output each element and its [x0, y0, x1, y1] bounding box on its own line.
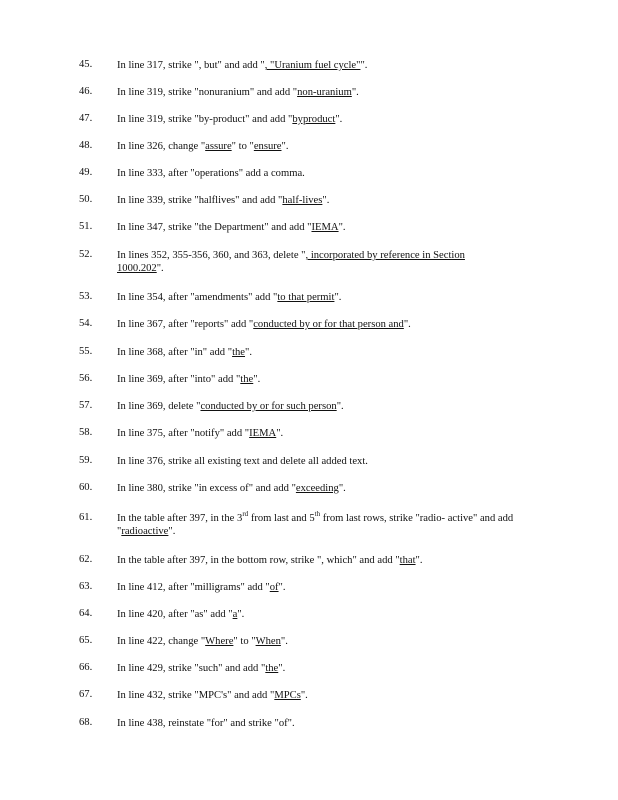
text-segment: In line 367, after "reports" add ": [117, 319, 254, 330]
inserted-text: ensure: [253, 141, 282, 152]
text-segment: In line 438, reinstate "for" and strike "of".: [117, 718, 295, 729]
text-segment: ".: [281, 141, 289, 152]
item-number: 67.: [79, 689, 93, 700]
text-segment: from last rows, strike "radio- active" and add ": [117, 513, 514, 537]
item-number: 55.: [79, 346, 93, 357]
inserted-text: the: [240, 374, 254, 385]
item-number: 64.: [79, 608, 93, 619]
inserted-text: of: [269, 582, 279, 593]
inserted-text: , "Uranium fuel cycle": [264, 60, 361, 71]
item-text: [117, 194, 537, 207]
text-segment: ".: [322, 195, 330, 206]
text-segment: ".: [403, 319, 411, 330]
item-text: [117, 373, 537, 386]
text-segment: ".: [415, 555, 423, 566]
text-segment: " to ": [233, 636, 256, 647]
item-number: 65.: [79, 635, 93, 646]
text-segment: ".: [300, 690, 308, 701]
text-segment: ".: [168, 526, 176, 537]
inserted-text: a: [232, 609, 238, 620]
inserted-text: the: [265, 663, 279, 674]
text-segment: ".: [237, 609, 245, 620]
item-number: 68.: [79, 717, 93, 728]
inserted-text: assure: [205, 141, 232, 152]
text-segment: In line 412, after "milligrams" add ": [117, 582, 270, 593]
item-text: [117, 455, 537, 468]
inserted-text: non-uranium: [297, 87, 352, 98]
item-number: 63.: [79, 581, 93, 592]
text-segment: ".: [338, 222, 346, 233]
text-segment: In line 380, strike "in excess of" and add ": [117, 483, 296, 494]
item-text: [117, 554, 537, 567]
inserted-text: conducted by or for such person: [200, 401, 337, 412]
text-segment: from last and 5: [248, 513, 315, 524]
inserted-text: that: [399, 555, 416, 566]
item-number: 50.: [79, 194, 93, 205]
text-segment: ".: [276, 428, 284, 439]
item-number: 53.: [79, 291, 93, 302]
text-segment: In line 347, strike "the Department" and add ": [117, 222, 312, 233]
inserted-text: IEMA: [249, 428, 277, 439]
ordinal-suffix: rd: [242, 510, 249, 518]
inserted-text: Where: [205, 636, 234, 647]
item-text: [117, 662, 537, 675]
item-number: 47.: [79, 113, 93, 124]
item-number: 57.: [79, 400, 93, 411]
text-segment: In line 375, after "notify" add ": [117, 428, 250, 439]
text-segment: ".: [338, 483, 346, 494]
text-segment: In line 432, strike "MPC's" and add ": [117, 690, 275, 701]
text-segment: ".: [335, 114, 343, 125]
item-number: 66.: [79, 662, 93, 673]
inserted-text: byproduct: [292, 114, 336, 125]
text-segment: In line 368, after "in" add ": [117, 347, 233, 358]
text-segment: In the table after 397, in the bottom row, strike ", which" and add ": [117, 555, 400, 566]
item-number: 45.: [79, 59, 93, 70]
item-number: 52.: [79, 249, 93, 260]
item-text: [117, 113, 537, 126]
item-number: 62.: [79, 554, 93, 565]
text-segment: In line 422, change ": [117, 636, 206, 647]
item-number: 48.: [79, 140, 93, 151]
text-segment: In line 317, strike ", but" and add ": [117, 60, 265, 71]
item-number: 60.: [79, 482, 93, 493]
text-segment: ".: [351, 87, 359, 98]
inserted-text: conducted by or for that person and: [253, 319, 404, 330]
item-number: 49.: [79, 167, 93, 178]
text-segment: In line 326, change ": [117, 141, 206, 152]
item-text: [117, 512, 537, 538]
text-segment: In line 429, strike "such" and add ": [117, 663, 266, 674]
text-segment: ".: [336, 401, 344, 412]
item-number: 61.: [79, 512, 93, 523]
item-text: [117, 581, 537, 594]
text-segment: ".: [253, 374, 261, 385]
item-text: [117, 717, 537, 730]
text-segment: In line 319, strike "nonuranium" and add ": [117, 87, 298, 98]
text-segment: ".: [280, 636, 288, 647]
text-segment: ".: [245, 347, 252, 358]
text-segment: In line 354, after "amendments" add ": [117, 292, 278, 303]
item-text: [117, 400, 537, 413]
text-segment: In the table after 397, in the 3: [117, 513, 243, 524]
text-segment: In line 333, after "operations" add a comma.: [117, 168, 305, 179]
inserted-text: , incorporated by reference in Section 1000.202: [117, 250, 465, 274]
item-number: 58.: [79, 427, 93, 438]
item-text: [117, 167, 537, 180]
text-segment: In line 339, strike "halflives" and add ": [117, 195, 283, 206]
item-text: [117, 140, 537, 153]
inserted-text: MPCs: [274, 690, 301, 701]
item-text: [117, 635, 537, 648]
item-text: [117, 608, 537, 621]
text-segment: ".: [334, 292, 342, 303]
ordinal-suffix: th: [314, 510, 321, 518]
text-segment: ".: [360, 60, 368, 71]
inserted-text: half-lives: [282, 195, 323, 206]
text-segment: " to ": [231, 141, 254, 152]
item-text: [117, 689, 537, 702]
item-number: 46.: [79, 86, 93, 97]
item-text: [117, 249, 502, 275]
item-text: [117, 318, 537, 331]
inserted-text: When: [255, 636, 281, 647]
inserted-text: exceeding: [295, 483, 339, 494]
inserted-text: IEMA: [311, 222, 339, 233]
item-number: 51.: [79, 221, 93, 232]
item-text: [117, 86, 537, 99]
inserted-text: radioactive: [121, 526, 169, 537]
item-text: [117, 482, 537, 495]
text-segment: In line 376, strike all existing text and delete all added text.: [117, 456, 368, 467]
inserted-text: the: [232, 347, 246, 358]
text-segment: In line 319, strike "by-product" and add ": [117, 114, 293, 125]
text-segment: ".: [156, 263, 164, 274]
item-number: 54.: [79, 318, 93, 329]
inserted-text: to that permit: [277, 292, 335, 303]
item-number: 59.: [79, 455, 93, 466]
text-segment: ".: [278, 663, 286, 674]
item-text: [117, 221, 537, 234]
item-number: 56.: [79, 373, 93, 384]
item-text: [117, 59, 537, 72]
text-segment: In line 369, delete ": [117, 401, 201, 412]
text-segment: In line 420, after "as" add ": [117, 609, 233, 620]
text-segment: In line 369, after "into" add ": [117, 374, 241, 385]
item-text: [117, 291, 537, 304]
item-text: [117, 346, 537, 359]
text-segment: ".: [278, 582, 286, 593]
item-text: [117, 427, 537, 440]
text-segment: In lines 352, 355-356, 360, and 363, delete ": [117, 250, 306, 261]
